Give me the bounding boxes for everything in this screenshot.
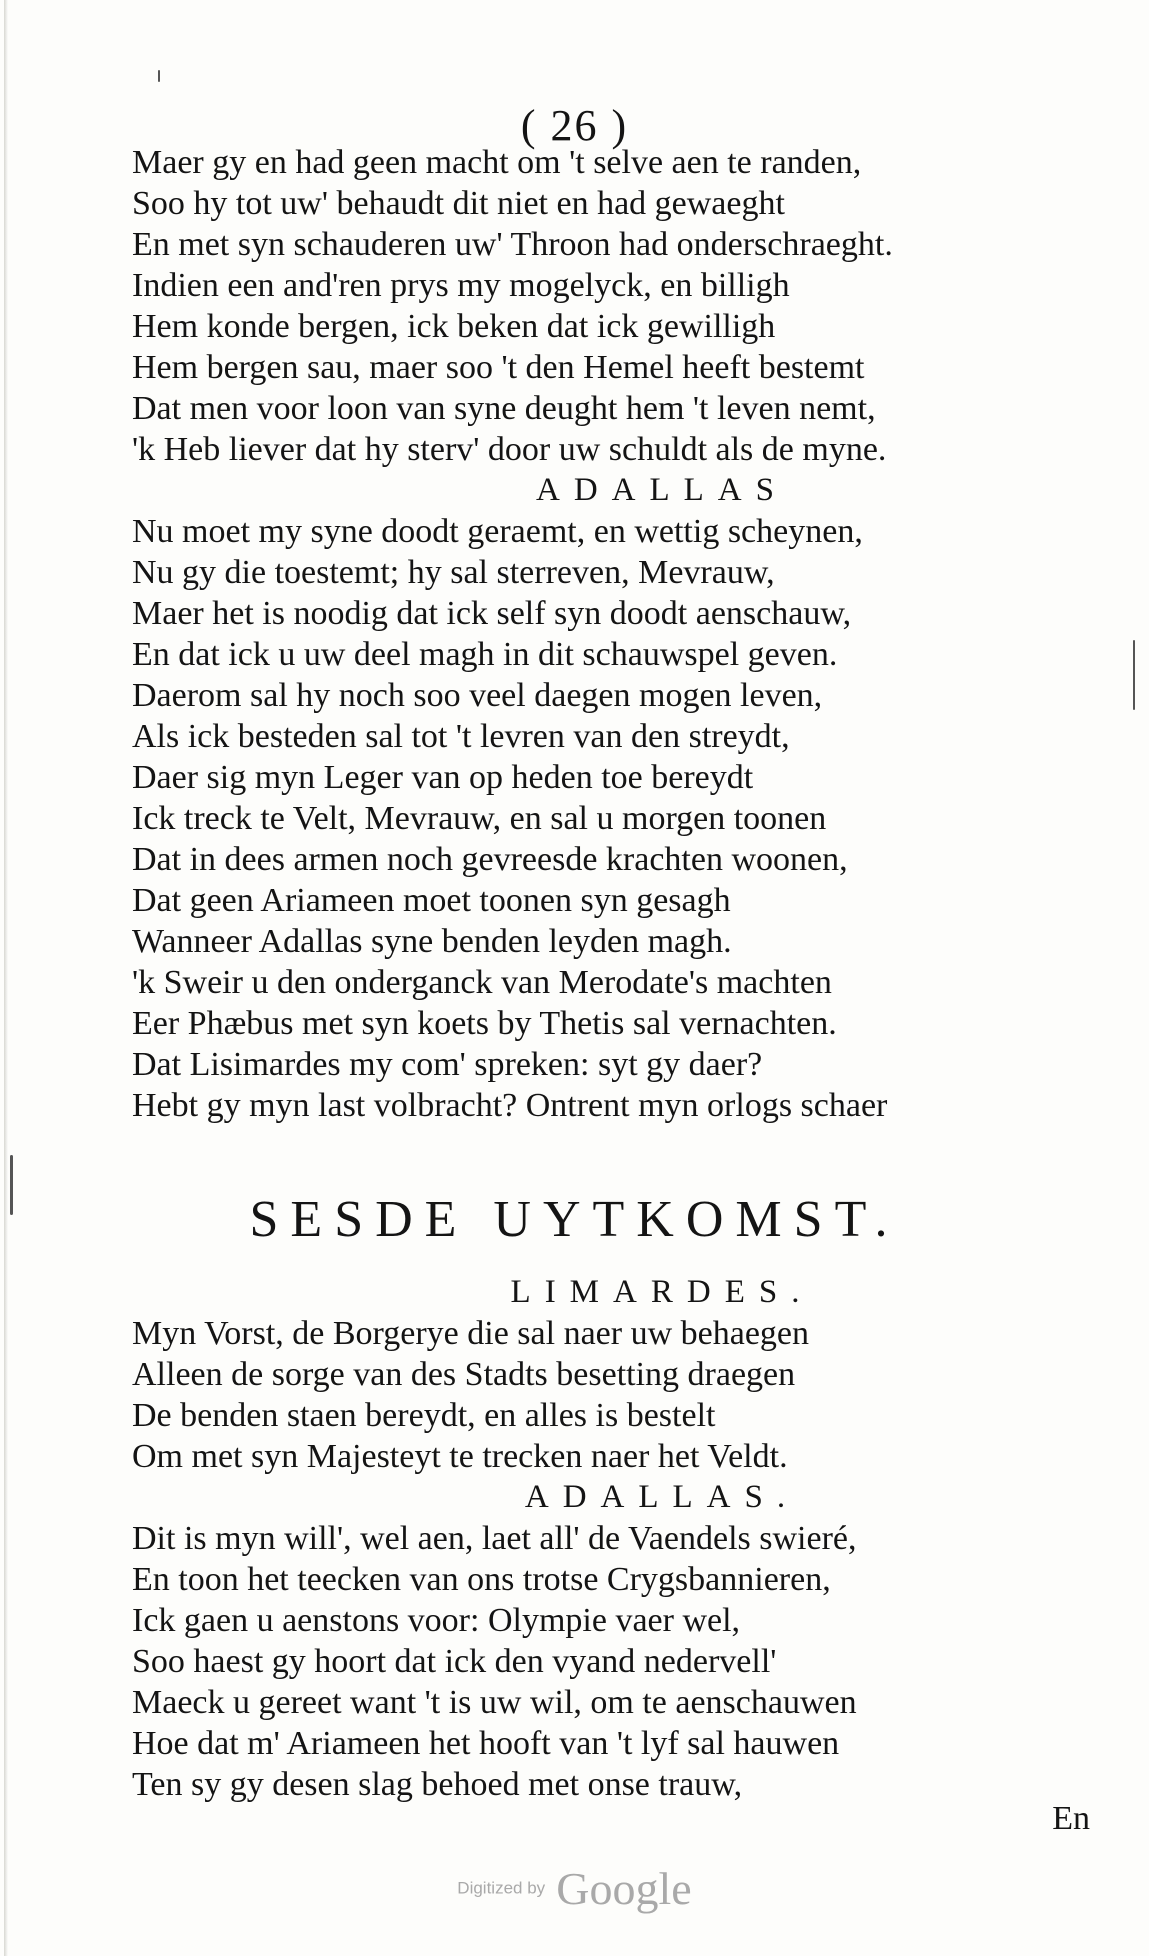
verse-line: Hoe dat m' Ariameen het hooft van 't lyf sal hauwen	[132, 1725, 840, 1762]
verse-line: Ick treck te Velt, Mevrauw, en sal u morgen toonen	[132, 800, 827, 837]
speaker-name: ADALLAS	[536, 472, 788, 508]
verse-line: Myn Vorst, de Borgerye die sal naer uw behaegen	[132, 1315, 809, 1352]
verse-line: Soo haest gy hoort dat ick den vyand nedervell'	[132, 1643, 777, 1680]
verse-line: Wanneer Adallas syne benden leyden magh.	[132, 923, 732, 960]
verse-line: Maeck u gereet want 't is uw wil, om te aenschauwen	[132, 1684, 857, 1721]
verse-line: Dit is myn will', wel aen, laet all' de Vaendels swieré,	[132, 1520, 857, 1557]
verse-line: Hebt gy myn last volbracht? Ontrent myn orlogs schaer	[132, 1087, 888, 1124]
verse-line: Indien een and'ren prys my mogelyck, en billigh	[132, 267, 790, 304]
verse-line: Maer gy en had geen macht om 't selve aen te randen,	[132, 144, 862, 181]
verse-line: Dat Lisimardes my com' spreken: syt gy daer?	[132, 1046, 763, 1083]
verse-line: Ick gaen u aenstons voor: Olympie vaer wel,	[132, 1602, 741, 1639]
verse-line: Nu moet my syne doodt geraemt, en wettig scheynen,	[132, 513, 863, 550]
verse-line: Dat men voor loon van syne deught hem 't leven nemt,	[132, 390, 876, 427]
verse-line: Alleen de sorge van des Stadts besetting draegen	[132, 1356, 796, 1393]
verse-line: En dat ick u uw deel magh in dit schauwspel geven.	[132, 636, 838, 673]
scene-heading: SESDE UYTKOMST.	[249, 1191, 900, 1248]
verse-line: En toon het teecken van ons trotse Crygsbannieren,	[132, 1561, 831, 1598]
catchword: En	[1052, 1800, 1090, 1837]
verse-line: De benden staen bereydt, en alles is bestelt	[132, 1397, 716, 1434]
page-gutter-shadow	[4, 0, 8, 1956]
verse-line: Als ick besteden sal tot 't levren van den streydt,	[132, 718, 790, 755]
verse-line: Nu gy die toestemt; hy sal sterreven, Mevrauw,	[132, 554, 775, 591]
ink-speck	[158, 70, 160, 82]
verse-line: 'k Sweir u den onderganck van Merodate's machten	[132, 964, 832, 1001]
verse-line: Daer sig myn Leger van op heden toe bereydt	[132, 759, 754, 796]
verse-block-1	[132, 142, 1122, 1126]
verse-line: Dat in dees armen noch gevreesde krachten woonen,	[132, 841, 848, 878]
page-number: ( 26 )	[520, 101, 629, 150]
speaker-name: LIMARDES.	[510, 1274, 814, 1310]
verse-line: Maer het is noodig dat ick self syn doodt aenschauw,	[132, 595, 852, 632]
verse-line: Eer Phæbus met syn koets by Thetis sal vernachten.	[132, 1005, 837, 1042]
verse-line: Hem konde bergen, ick beken dat ick gewilligh	[132, 308, 776, 345]
margin-mark	[1133, 640, 1135, 710]
verse-line: Hem bergen sau, maer soo 't den Hemel heeft bestemt	[132, 349, 865, 386]
digitized-watermark	[0, 1862, 1149, 1915]
verse-line: Soo hy tot uw' behaudt dit niet en had gewaeght	[132, 185, 785, 222]
verse-block-2	[132, 1272, 1122, 1805]
digitized-label: Digitized by	[457, 1878, 546, 1898]
verse-line: Om met syn Majesteyt te trecken naer het Veldt.	[132, 1438, 788, 1475]
speaker-name: ADALLAS.	[524, 1479, 800, 1515]
verse-line: Dat geen Ariameen moet toonen syn gesagh	[132, 882, 731, 919]
verse-line: 'k Heb liever dat hy sterv' door uw schuldt als de myne.	[132, 431, 887, 468]
verse-line: Daerom sal hy noch soo veel daegen mogen leven,	[132, 677, 823, 714]
verse-line: Ten sy gy desen slag behoed met onse trauw,	[132, 1766, 743, 1803]
google-logo: Google	[556, 1863, 692, 1914]
verse-line: En met syn schauderen uw' Throon had onderschraeght.	[132, 226, 893, 263]
